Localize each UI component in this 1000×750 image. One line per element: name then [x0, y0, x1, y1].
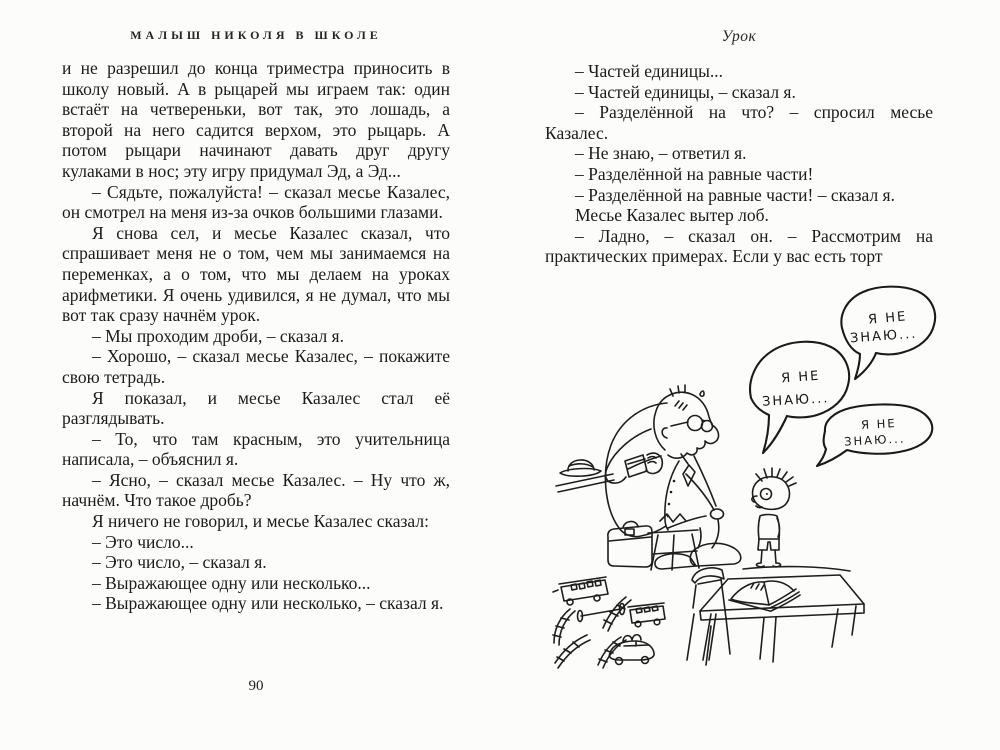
hand [711, 509, 724, 519]
paragraph: – Выражающее одну или несколько, – сказал я. [92, 593, 444, 614]
paragraph: – Сядьте, пожалуйста! – сказал месье Казалес, он смотрел на меня из-за очков большими глазами. [62, 181, 450, 223]
vest-hem [660, 514, 686, 522]
sweat-drop [700, 391, 704, 396]
chair [687, 568, 730, 665]
page-number: 90 [248, 678, 264, 694]
paragraph: Я снова сел, и месье Казалес сказал, что спрашивает меня не о том, чем мы занимаемся на переменках, а о том, что мы делаем на уроках арифметики. Я очень удивился, я не думал, что мы вот так сразу начнём урок. [62, 222, 450, 326]
briefcase [608, 521, 652, 567]
paragraph: – Это число, – сказал я. [92, 552, 267, 573]
bubble-3-line-1: Я НЕ [860, 416, 897, 432]
illustration-svg [548, 278, 950, 692]
paragraph: – То, что там красным, это учительница написала, – объяснил я. [62, 428, 450, 470]
paragraph: Месье Казалес вытер лоб. [575, 205, 769, 226]
ear [662, 428, 667, 438]
paragraph: – Хорошо, – сказал месье Казалес, – покажите свою тетрадь. [62, 346, 450, 387]
paragraph: – Ясно, – сказал месье Казалес. – Ну что ж, начнём. Что такое дробь? [62, 469, 450, 511]
hair-strokes [670, 385, 685, 396]
running-head-left: МАЛЫШ НИКОЛЯ В ШКОЛЕ [130, 28, 382, 42]
school-desk [700, 575, 864, 662]
running-head-right: Урок [721, 28, 757, 45]
bubble-2-line-2: ЗНАЮ... [761, 391, 830, 410]
boy-shirt [758, 515, 779, 540]
paragraph: – Частей единицы, – сказал я. [575, 81, 796, 102]
toy-train-wagon-1 [553, 577, 608, 605]
paragraph: – Не знаю, – ответил я. [575, 143, 747, 164]
book-text-marks [751, 583, 764, 590]
speech-bubble-2 [750, 342, 849, 453]
coat-back [605, 403, 667, 537]
chair-legs [687, 614, 730, 665]
paragraph: и не разрешил до конца триместра приносить в школу новый. А в рыцарей мы играем так: один встаёт на четвереньки, вот так, это лошадь, а второй на него садится верхом, это рыцарь. А потом рыцари начинают давать друг другу кулаками в нос; эту игру придумал Эд, а Эд... [62, 58, 450, 181]
page-left [62, 28, 450, 614]
bubble-2-line-1: Я НЕ [780, 368, 821, 387]
fist [646, 453, 662, 473]
bubble-1-line-1: Я НЕ [867, 309, 908, 328]
toy-train-wagon-2 [628, 603, 665, 627]
boy-shorts [758, 539, 779, 550]
paragraph: Я ничего не говорил, и месье Казалес сказал: [92, 511, 429, 532]
brow-marks [675, 401, 687, 410]
bowler-hat [560, 460, 601, 476]
boy-legs [761, 550, 776, 563]
toy-car [609, 635, 654, 665]
glasses [671, 416, 713, 432]
paragraph: Я показал, и месье Казалес стал её разглядывать. [62, 387, 450, 429]
page-right [545, 28, 933, 267]
bubble-3-line-2: ЗНАЮ... [843, 431, 906, 449]
floor-line [743, 567, 850, 571]
paragraph: – Разделённой на что? – спросил месье Казалес. [545, 102, 933, 143]
page-right-body [545, 61, 933, 267]
page-left-body [62, 58, 450, 614]
paragraph: – Это число... [92, 531, 194, 552]
right-arm [686, 456, 716, 510]
bubble-1-line-2: ЗНАЮ... [849, 326, 918, 347]
speech-bubble-3 [817, 404, 932, 466]
speech-bubble-1 [841, 287, 935, 379]
paragraph: – Разделённой на равные части! – сказал я. [575, 184, 895, 205]
paragraph: – Выражающее одну или несколько... [92, 572, 371, 593]
illustration-teacher-and-boy [548, 278, 950, 692]
paragraph: – Мы проходим дроби, – сказал я. [92, 325, 344, 346]
paragraph: – Частей единицы... [575, 61, 723, 81]
boy-figure [752, 468, 796, 567]
paragraph: – Ладно, – сказал он. – Рассмотрим на практических примерах. Если у вас есть торт [545, 225, 933, 267]
paragraph: – Разделённой на равные части! [575, 163, 814, 184]
